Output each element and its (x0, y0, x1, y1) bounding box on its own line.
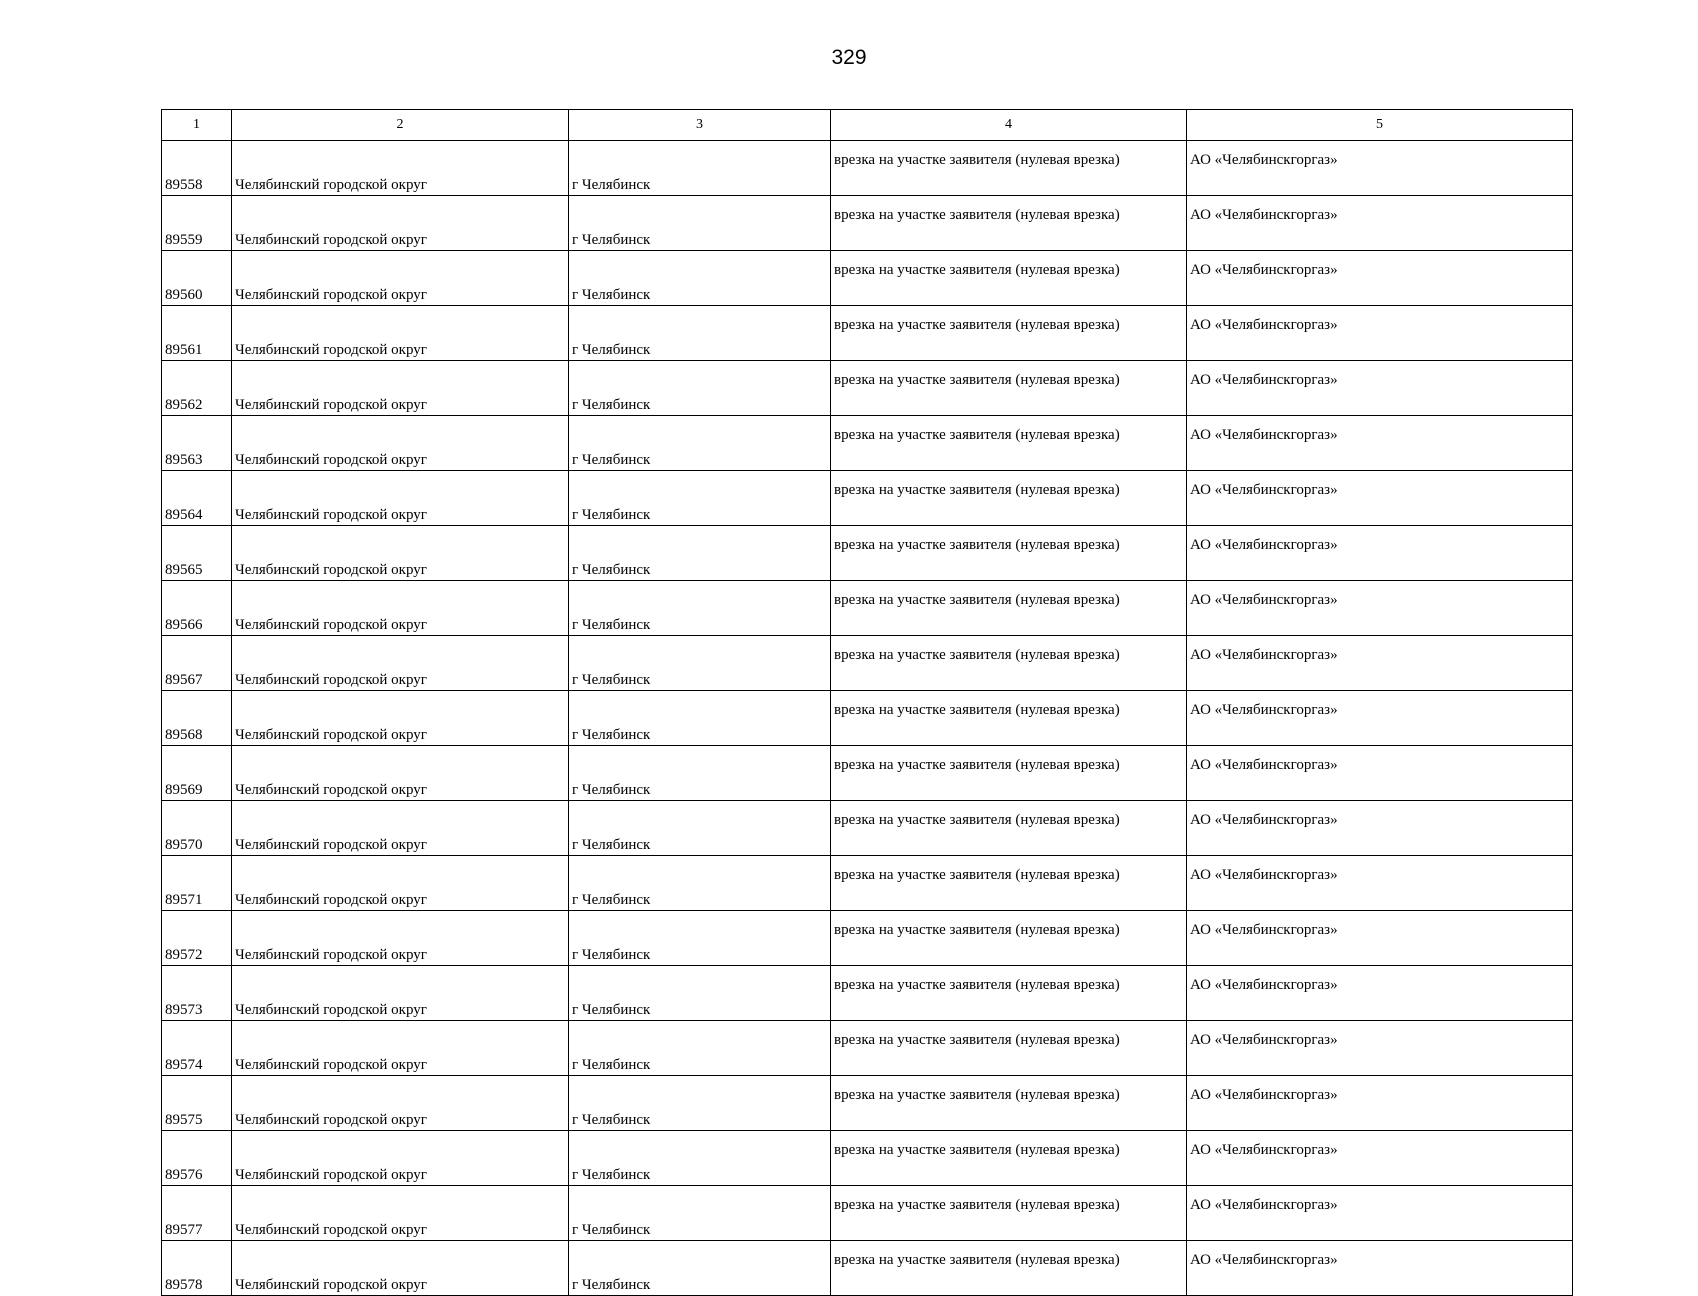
settlement-cell: г Челябинск (569, 361, 831, 416)
district-cell: Челябинский городской округ (232, 911, 569, 966)
connection-type-cell: врезка на участке заявителя (нулевая врезка) (831, 306, 1187, 361)
organization-cell: АО «Челябинскгоргаз» (1187, 911, 1573, 966)
settlement-cell: г Челябинск (569, 471, 831, 526)
district-cell: Челябинский городской округ (232, 691, 569, 746)
organization-cell: АО «Челябинскгоргаз» (1187, 856, 1573, 911)
table-row (162, 966, 1573, 1021)
settlement-cell: г Челябинск (569, 636, 831, 691)
organization-cell: АО «Челябинскгоргаз» (1187, 526, 1573, 581)
organization-cell: АО «Челябинскгоргаз» (1187, 196, 1573, 251)
organization-cell: АО «Челябинскгоргаз» (1187, 141, 1573, 196)
organization-cell: АО «Челябинскгоргаз» (1187, 1186, 1573, 1241)
connection-type-cell: врезка на участке заявителя (нулевая врезка) (831, 526, 1187, 581)
district-cell: Челябинский городской округ (232, 581, 569, 636)
connection-type-cell: врезка на участке заявителя (нулевая врезка) (831, 1021, 1187, 1076)
row-id-cell: 89566 (162, 581, 232, 636)
table-row (162, 691, 1573, 746)
district-cell: Челябинский городской округ (232, 196, 569, 251)
row-id-cell: 89570 (162, 801, 232, 856)
settlement-cell: г Челябинск (569, 1186, 831, 1241)
row-id-cell: 89568 (162, 691, 232, 746)
connection-type-cell: врезка на участке заявителя (нулевая врезка) (831, 691, 1187, 746)
organization-cell: АО «Челябинскгоргаз» (1187, 1021, 1573, 1076)
table-row (162, 1021, 1573, 1076)
settlement-cell: г Челябинск (569, 196, 831, 251)
settlement-cell: г Челябинск (569, 1131, 831, 1186)
settlement-cell: г Челябинск (569, 1241, 831, 1296)
table-body (162, 141, 1573, 1296)
connection-type-cell: врезка на участке заявителя (нулевая врезка) (831, 1076, 1187, 1131)
row-id-cell: 89564 (162, 471, 232, 526)
district-cell: Челябинский городской округ (232, 471, 569, 526)
settlement-cell: г Челябинск (569, 306, 831, 361)
organization-cell: АО «Челябинскгоргаз» (1187, 801, 1573, 856)
row-id-cell: 89560 (162, 251, 232, 306)
table-row (162, 801, 1573, 856)
row-id-cell: 89571 (162, 856, 232, 911)
connection-type-cell: врезка на участке заявителя (нулевая врезка) (831, 361, 1187, 416)
settlement-cell: г Челябинск (569, 746, 831, 801)
table-row (162, 196, 1573, 251)
organization-cell: АО «Челябинскгоргаз» (1187, 691, 1573, 746)
column-header-5: 5 (1187, 110, 1573, 141)
district-cell: Челябинский городской округ (232, 1021, 569, 1076)
connection-type-cell: врезка на участке заявителя (нулевая врезка) (831, 416, 1187, 471)
organization-cell: АО «Челябинскгоргаз» (1187, 746, 1573, 801)
settlement-cell: г Челябинск (569, 1021, 831, 1076)
organization-cell: АО «Челябинскгоргаз» (1187, 581, 1573, 636)
data-table (161, 109, 1573, 1296)
district-cell: Челябинский городской округ (232, 361, 569, 416)
district-cell: Челябинский городской округ (232, 856, 569, 911)
district-cell: Челябинский городской округ (232, 141, 569, 196)
column-header-3: 3 (569, 110, 831, 141)
connection-type-cell: врезка на участке заявителя (нулевая врезка) (831, 251, 1187, 306)
page-number: 329 (831, 46, 867, 69)
district-cell: Челябинский городской округ (232, 251, 569, 306)
connection-type-cell: врезка на участке заявителя (нулевая врезка) (831, 141, 1187, 196)
table-row (162, 1131, 1573, 1186)
row-id-cell: 89578 (162, 1241, 232, 1296)
table-row (162, 1186, 1573, 1241)
district-cell: Челябинский городской округ (232, 1131, 569, 1186)
settlement-cell: г Челябинск (569, 1076, 831, 1131)
district-cell: Челябинский городской округ (232, 1076, 569, 1131)
connection-type-cell: врезка на участке заявителя (нулевая врезка) (831, 581, 1187, 636)
table-row (162, 581, 1573, 636)
table-row (162, 251, 1573, 306)
connection-type-cell: врезка на участке заявителя (нулевая врезка) (831, 746, 1187, 801)
table-row (162, 471, 1573, 526)
row-id-cell: 89577 (162, 1186, 232, 1241)
settlement-cell: г Челябинск (569, 801, 831, 856)
row-id-cell: 89562 (162, 361, 232, 416)
district-cell: Челябинский городской округ (232, 416, 569, 471)
settlement-cell: г Челябинск (569, 581, 831, 636)
connection-type-cell: врезка на участке заявителя (нулевая врезка) (831, 636, 1187, 691)
district-cell: Челябинский городской округ (232, 1241, 569, 1296)
table-row (162, 361, 1573, 416)
district-cell: Челябинский городской округ (232, 966, 569, 1021)
connection-type-cell: врезка на участке заявителя (нулевая врезка) (831, 1186, 1187, 1241)
settlement-cell: г Челябинск (569, 911, 831, 966)
connection-type-cell: врезка на участке заявителя (нулевая врезка) (831, 966, 1187, 1021)
district-cell: Челябинский городской округ (232, 526, 569, 581)
settlement-cell: г Челябинск (569, 141, 831, 196)
connection-type-cell: врезка на участке заявителя (нулевая врезка) (831, 911, 1187, 966)
row-id-cell: 89572 (162, 911, 232, 966)
connection-type-cell: врезка на участке заявителя (нулевая врезка) (831, 1131, 1187, 1186)
settlement-cell: г Челябинск (569, 966, 831, 1021)
connection-type-cell: врезка на участке заявителя (нулевая врезка) (831, 471, 1187, 526)
table-row (162, 746, 1573, 801)
settlement-cell: г Челябинск (569, 856, 831, 911)
district-cell: Челябинский городской округ (232, 801, 569, 856)
column-header-4: 4 (831, 110, 1187, 141)
table-header (162, 110, 1573, 141)
connection-type-cell: врезка на участке заявителя (нулевая врезка) (831, 196, 1187, 251)
table-row (162, 911, 1573, 966)
settlement-cell: г Челябинск (569, 416, 831, 471)
organization-cell: АО «Челябинскгоргаз» (1187, 471, 1573, 526)
settlement-cell: г Челябинск (569, 526, 831, 581)
row-id-cell: 89569 (162, 746, 232, 801)
table-row (162, 141, 1573, 196)
row-id-cell: 89559 (162, 196, 232, 251)
settlement-cell: г Челябинск (569, 691, 831, 746)
table-row (162, 416, 1573, 471)
connection-type-cell: врезка на участке заявителя (нулевая врезка) (831, 856, 1187, 911)
row-id-cell: 89558 (162, 141, 232, 196)
row-id-cell: 89573 (162, 966, 232, 1021)
table-row (162, 526, 1573, 581)
table-row (162, 306, 1573, 361)
district-cell: Челябинский городской округ (232, 1186, 569, 1241)
row-id-cell: 89574 (162, 1021, 232, 1076)
organization-cell: АО «Челябинскгоргаз» (1187, 966, 1573, 1021)
connection-type-cell: врезка на участке заявителя (нулевая врезка) (831, 1241, 1187, 1296)
header-row (162, 110, 1573, 141)
organization-cell: АО «Челябинскгоргаз» (1187, 361, 1573, 416)
organization-cell: АО «Челябинскгоргаз» (1187, 1076, 1573, 1131)
organization-cell: АО «Челябинскгоргаз» (1187, 1241, 1573, 1296)
organization-cell: АО «Челябинскгоргаз» (1187, 1131, 1573, 1186)
row-id-cell: 89565 (162, 526, 232, 581)
district-cell: Челябинский городской округ (232, 746, 569, 801)
organization-cell: АО «Челябинскгоргаз» (1187, 251, 1573, 306)
district-cell: Челябинский городской округ (232, 636, 569, 691)
column-header-2: 2 (232, 110, 569, 141)
district-cell: Челябинский городской округ (232, 306, 569, 361)
organization-cell: АО «Челябинскгоргаз» (1187, 306, 1573, 361)
table-row (162, 1076, 1573, 1131)
row-id-cell: 89563 (162, 416, 232, 471)
table-row (162, 636, 1573, 691)
row-id-cell: 89576 (162, 1131, 232, 1186)
row-id-cell: 89567 (162, 636, 232, 691)
settlement-cell: г Челябинск (569, 251, 831, 306)
column-header-1: 1 (162, 110, 232, 141)
table-row (162, 856, 1573, 911)
table-row (162, 1241, 1573, 1296)
connection-type-cell: врезка на участке заявителя (нулевая врезка) (831, 801, 1187, 856)
organization-cell: АО «Челябинскгоргаз» (1187, 416, 1573, 471)
row-id-cell: 89561 (162, 306, 232, 361)
row-id-cell: 89575 (162, 1076, 232, 1131)
organization-cell: АО «Челябинскгоргаз» (1187, 636, 1573, 691)
